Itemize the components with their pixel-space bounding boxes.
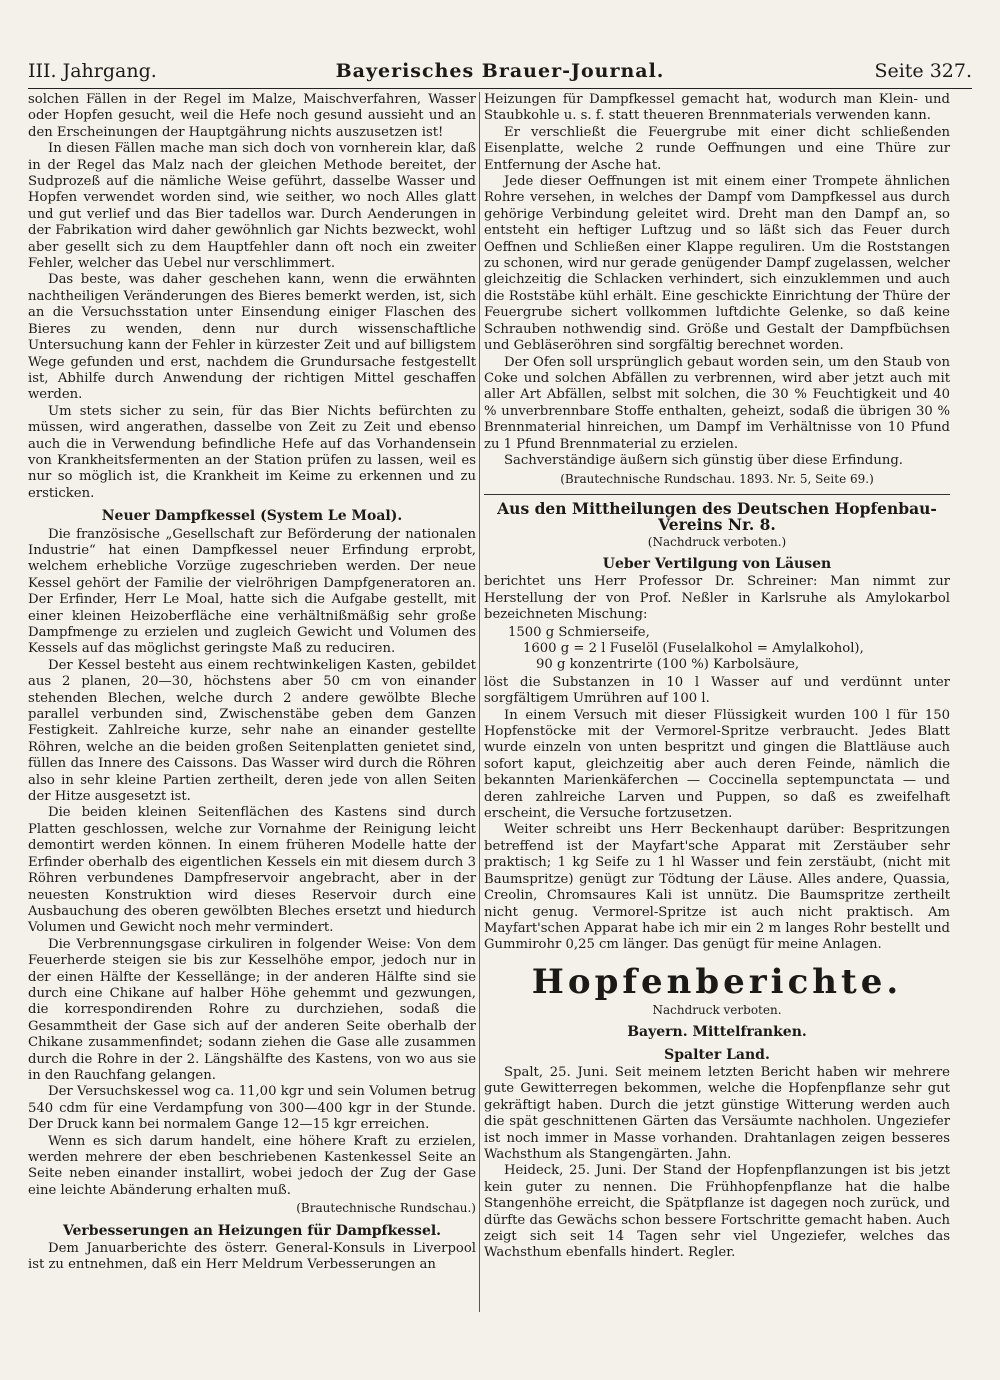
paragraph: Der Ofen soll ursprünglich gebaut worden sein, um den Staub von Coke und solchen Abfällen zu verbrennen, wird aber jetzt auch mit aller Art Abfällen, selbst mit solchen, die 30 % Feuchtigkeit und 40 % unverbrennbare Stoffe enthalten, geheizt, sodaß die übrigen 30 % Brennmaterial hinreichen, um Dampf im Verhältnisse von 10 Pfund zu 1 Pfund Brennmaterial zu erzielen. — [484, 354, 950, 452]
paragraph: berichtet uns Herr Professor Dr. Schreiner: Man nimmt zur Herstellung der von Prof. Neßler in Karlsruhe als Amylokarbol bezeichneten Mischung: — [484, 574, 950, 623]
page-header — [28, 58, 972, 89]
source-citation: (Brautechnische Rundschau.) — [296, 1201, 476, 1216]
volume-label: III. Jahrgang. — [28, 60, 157, 82]
recipe-list — [484, 625, 950, 674]
paragraph: Spalt, 25. Juni. Seit meinem letzten Bericht haben wir mehrere gute Gewitterregen bekommen, welche die Hopfenpflanze sehr gut gekräftigt haben. Durch die jetzt günstige Witterung werden auch die spät geschnittenen Gärten das Versäumte nachholen. Ungeziefer ist noch immer in Masse vorhanden. Drahtanlagen zeigen besseres Wachsthum als Stangengärten. Jahn. — [484, 1064, 950, 1162]
left-column — [28, 92, 476, 1274]
paragraph: Sachverständige äußern sich günstig über diese Erfindung. — [504, 452, 903, 468]
paragraph: Die französische „Gesellschaft zur Beförderung der nationalen Industrie“ hat einen Dampfkessel neuer Erfindung erprobt, welchem erhebliche Vorzüge zugeschrieben werden. Der neue Kessel gehört der Familie der vielröhrigen Dampfgeneratoren an. Der Erfinder, Herr Le Moal, hatte sich die Aufgabe gestellt, mit einer kleinen Heizoberfläche eine verhältnißmäßig sehr große Dampfmenge zu erzielen und zugleich Gewicht und Volumen des Kessels auf das möglichst geringste Maß zu reduciren. — [28, 526, 476, 657]
article-heading-dampfkessel: Neuer Dampfkessel (System Le Moal). — [101, 508, 403, 525]
paragraph: Er verschließt die Feuergrube mit einer dicht schließenden Eisenplatte, welche 2 runde Oeffnungen und eine Thüre zur Entfernung der Asche hat. — [484, 124, 950, 173]
paragraph: Heizungen für Dampfkessel gemacht hat, wodurch man Klein- und Staubkohle u. s. f. statt theueren Brennmaterials verwenden kann. — [484, 92, 950, 124]
paragraph: Dem Januarberichte des österr. General-Konsuls in Liverpool ist zu entnehmen, daß ein Herr Meldrum Verbesserungen an — [28, 1241, 476, 1273]
paragraph: Weiter schreibt uns Herr Beckenhaupt darüber: Bespritzungen betreffend ist der Mayfart'sche Apparat mit Zerstäuber sehr praktisch; 1 kg Seife zu 1 hl Wasser und fein zerstäubt, (nicht mit Baumspritze) genügt zur Tödtung der Läuse. Alles andere, Quassia, Creolin, Chromsaures Kali ist unnütz. Die Baumspritze zertheilt nicht genug. Vermorel-Spritze ist auch nicht praktisch. Am Mayfart'schen Apparat habe ich mir ein 2 m langes Rohr bestellt und Gummirohr 0,25 cm länger. Das genügt für meine Anlagen. — [484, 822, 950, 953]
source-citation: (Brautechnische Rundschau. 1893. Nr. 5, Seite 69.) — [560, 472, 874, 487]
paragraph: Der Versuchskessel wog ca. 11,00 kgr und sein Volumen betrug 540 cdm für eine Verdampfung von 300—400 kgr in der Stunde. Der Druck kann bei normalem Gange 12—15 kgr erreichen. — [28, 1084, 476, 1133]
section-heading-hopfenberichte: Hopfenberichte. — [531, 961, 903, 1002]
paragraph: Heideck, 25. Juni. Der Stand der Hopfenpflanzungen ist bis jetzt kein guter zu nennen. Die Frühhopfenpflanze hat die halbe Stangenhöhe erreicht, die Spätpflanze ist dagegen noch zurück, und dürfte das Gewächs schon bessere Fortschritte gemacht haben. Auch zeigt sich seit 14 Tagen sehr viel Ungeziefer, welches das Wachsthum ebenfalls hindert. Regler. — [484, 1163, 950, 1261]
paragraph: Um stets sicher zu sein, für das Bier Nichts befürchten zu müssen, wird angerathen, dasselbe von Zeit zu Zeit und ebenso auch die in Verwendung befindliche Hefe auf das Vorhandensein von Krankheitsfermenten an der Station prüfen zu lassen, weil es nur so möglich ist, die Krankheit im Keime zu erkennen und zu ersticken. — [28, 403, 476, 501]
article-heading-heizungen: Verbesserungen an Heizungen für Dampfkessel. — [62, 1222, 442, 1239]
reprint-notice: (Nachdruck verboten.) — [647, 534, 787, 549]
section-heading-hopfenbau-verein: Aus den Mittheilungen des Deutschen Hopfenbau-Vereins Nr. 8. — [497, 498, 937, 535]
journal-title: Bayerisches Brauer-Journal. — [335, 60, 665, 82]
recipe-item: 1500 g Schmierseife, — [508, 624, 650, 640]
subregion-heading: Spalter Land. — [664, 1046, 770, 1063]
paragraph: Der Kessel besteht aus einem rechtwinkeligen Kasten, gebildet aus 2 planen, 20—30, höchstens aber 50 cm von einander stehenden Blechen, welche durch 2 andere gewölbte Bleche parallel verbunden sind, Zwischenstäbe geben dem Ganzen Festigkeit. Zahlreiche kurze, sehr nahe an einander gestellte Röhren, welche an die beiden großen Seitenplatten genietet sind, füllen das Innere des Caissons. Das Wasser wird durch die Röhren also in sehr kleine Partien zertheilt, deren jede von allen Seiten der Hitze ausgesetzt ist. — [28, 657, 476, 805]
region-heading: Bayern. Mittelfranken. — [627, 1024, 807, 1041]
column-divider — [479, 92, 480, 1312]
recipe-item: 90 g konzentrirte (100 %) Karbolsäure, — [536, 657, 800, 673]
paragraph: löst die Substanzen in 10 l Wasser auf und verdünnt unter sorgfältigem Umrühren auf 100 l. — [484, 674, 950, 707]
paragraph: In einem Versuch mit dieser Flüssigkeit wurden 100 l für 150 Hopfenstöcke mit der Vermorel-Spritze verbraucht. Jedes Blatt wurde einzeln von unten bespritzt und gingen die Blattläuse auch sofort kaput, gleichzeitig aber auch deren Feinde, nämlich die bekannten Marienkäferchen — Coccinella septempunctata — und deren zahlreiche Larven und Puppen, so daß es zweifelhaft erscheint, die Versuche fortzusetzen. — [484, 707, 950, 822]
right-column — [484, 92, 950, 1262]
paragraph: In diesen Fällen mache man sich doch von vornherein klar, daß in der Regel das Malz nach der gleichen Methode bereitet, der Sudprozeß auf die nämliche Weise geführt, dasselbe Wasser und Hopfen verwendet worden sind, wie seither, wo noch Alles glatt und gut verlief und das Bier tadellos war. Durch Aenderungen in der Fabrikation wird daher gewöhnlich gar Nichts bezweckt, wohl aber gesellt sich zu dem Hauptfehler dann oft noch ein zweiter Fehler, welcher das Uebel nur verschlimmert. — [28, 141, 476, 272]
recipe-item: 1600 g = 2 l Fuselöl (Fuselalkohol = Amylalkohol), — [523, 641, 864, 656]
reprint-notice: Nachdruck verboten. — [652, 1002, 782, 1017]
page-number: Seite 327. — [874, 60, 972, 82]
paragraph: Jede dieser Oeffnungen ist mit einem einer Trompete ähnlichen Rohre versehen, in welches der Dampf vom Dampfkessel aus durch gehörige Verbindung geleitet wird. Dreht man den Dampf an, so entsteht ein heftiger Luftzug und so läßt sich das Feuer durch Oeffnen und Schließen einer Klappe reguliren. Um die Roststangen zu schonen, wird nur gerade genügender Dampf zugelassen, welcher gleichzeitig die Schlacken verhindert, sich einzuklemmen und auch die Roststäbe kühl erhält. Eine geschickte Einrichtung der Thüre der Feuergrube sichert vollkommen luftdichte Gelenke, so daß keine Schrauben nothwendig sind. Größe und Gestalt der Dampfbüchsen und Gebläseröhren sind sorgfältig berechnet worden. — [484, 174, 950, 354]
section-rule — [484, 494, 950, 495]
paragraph: Die beiden kleinen Seitenflächen des Kastens sind durch Platten geschlossen, welche zur Vornahme der Reinigung leicht demontirt werden können. In einem früheren Modelle hatte der Erfinder oberhalb des eigentlichen Kessels ein mit diesem durch 3 Röhren verbundenes Dampfreservoir angebracht, aber in der neuesten Konstruktion wird dieses Reservoir durch eine Ausbauchung des oberen gewölbten Bleches ersetzt und hiedurch Volumen und Gewicht noch mehr vermindert. — [28, 805, 476, 936]
paragraph: Wenn es sich darum handelt, eine höhere Kraft zu erzielen, werden mehrere der eben beschriebenen Kastenkessel Seite an Seite neben einander installirt, wobei jedoch der Zug der Gase eine leichte Abänderung erhalten muß. — [28, 1133, 476, 1198]
paragraph: solchen Fällen in der Regel im Malze, Maischverfahren, Wasser oder Hopfen gesucht, weil die Hefe noch gesund aussieht und an den Erscheinungen der Hauptgährung nichts auszusetzen ist! — [28, 92, 476, 140]
paragraph: Das beste, was daher geschehen kann, wenn die erwähnten nachtheiligen Veränderungen des Bieres bemerkt werden, ist, sich an die Versuchsstation unter Einsendung einiger Flaschen des Bieres zu wenden, denn nur durch wissenschaftliche Untersuchung kann der Fehler in kürzester Zeit und auf billigstem Wege gefunden und erst, nachdem die Grundursache festgestellt ist, Abhilfe durch Anwendung der richtigen Mittel geschaffen werden. — [28, 272, 476, 403]
article-heading-laeuse: Ueber Vertilgung von Läusen — [602, 555, 832, 572]
paragraph: Die Verbrennungsgase cirkuliren in folgender Weise: Von dem Feuerherde steigen sie bis zur Kesselhöhe empor, jedoch nur in der einen Hälfte der Kessellänge; in der anderen Hälfte sind sie durch eine Chikane auf halber Höhe gehemmt und gezwungen, die korrespondirenden Rohre zu durchziehen, sodaß die Gesammtheit der Gase sich auf der anderen Seite oberhalb der Chikane zusammenfindet; sodann ziehen die Gase alle zusammen durch die Rohre in der 2. Längshälfte des Kastens, von wo aus sie in den Rauchfang gelangen. — [28, 936, 476, 1083]
